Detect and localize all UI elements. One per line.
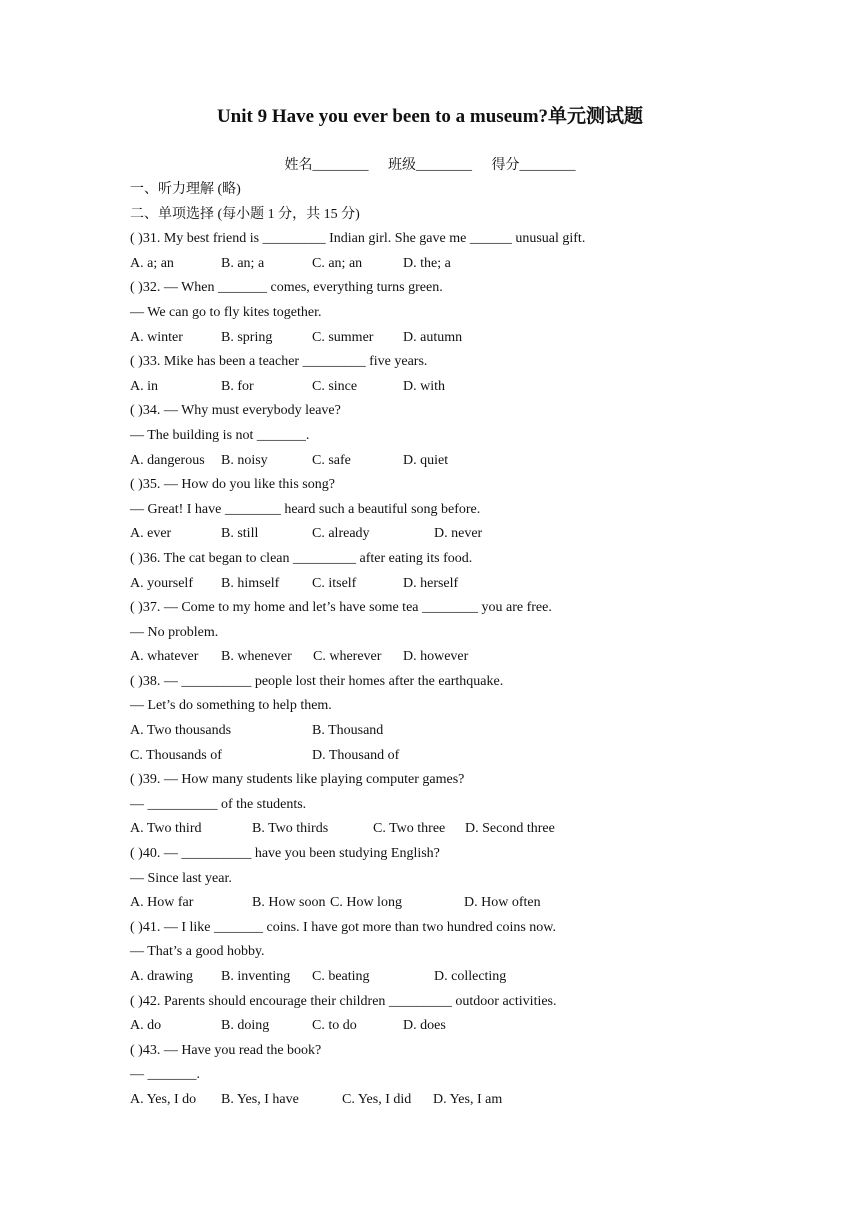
option-b: B. spring xyxy=(221,329,273,345)
option-c: C. already xyxy=(312,526,370,542)
line-text: — _______. xyxy=(130,1067,200,1083)
option-b: B. Two thirds xyxy=(252,821,329,837)
page-title: Unit 9 Have you ever been to a museum?单元测试题 xyxy=(216,106,644,127)
option-c: C. Two three xyxy=(373,821,446,837)
option-b: B. still xyxy=(221,526,259,542)
text-line xyxy=(130,301,830,326)
option-a: A. whatever xyxy=(130,649,199,665)
option-d: D. with xyxy=(403,378,445,394)
option-d: D. the; a xyxy=(403,255,451,271)
option-b: B. inventing xyxy=(221,969,291,984)
text-line xyxy=(130,694,830,719)
text-line xyxy=(130,867,830,892)
text-line xyxy=(130,424,830,449)
option-c: C. beating xyxy=(312,969,370,984)
option-a: A. do xyxy=(130,1018,162,1034)
text-line xyxy=(130,473,830,498)
options-row xyxy=(130,252,830,277)
text-line xyxy=(130,916,830,941)
options-row xyxy=(130,375,830,400)
option-c: C. since xyxy=(312,378,358,394)
score-field: 得分________ xyxy=(491,158,576,173)
line-text: 二、单项选择 (每小题 1 分，共 15 分) xyxy=(130,206,360,222)
text-line xyxy=(130,350,830,375)
option-b: B. doing xyxy=(221,1018,270,1034)
options-row xyxy=(130,817,830,842)
option-a: A. a; an xyxy=(130,255,174,271)
options-row xyxy=(130,572,830,597)
option-d: D. autumn xyxy=(403,329,463,345)
option-d: D. collecting xyxy=(434,969,507,984)
text-line xyxy=(130,842,830,867)
options-row xyxy=(130,1088,830,1113)
options-row xyxy=(130,326,830,351)
line-text: — No problem. xyxy=(130,624,219,640)
line-text: ( )40. — __________ have you been studying English? xyxy=(130,846,440,862)
line-text: ( )33. Mike has been a teacher _________ five years. xyxy=(130,354,428,370)
option-c: C. an; an xyxy=(312,255,363,271)
text-line xyxy=(130,1039,830,1064)
option-a: A. Yes, I do xyxy=(130,1091,197,1107)
option-b: B. himself xyxy=(221,575,280,591)
options-row xyxy=(130,891,830,916)
line-text: ( )39. — How many students like playing computer games? xyxy=(130,772,465,788)
text-line xyxy=(130,621,830,646)
option-b: B. noisy xyxy=(221,452,268,468)
line-text: ( )34. — Why must everybody leave? xyxy=(130,403,341,419)
option-d: D. herself xyxy=(403,575,459,591)
line-text: — The building is not _______. xyxy=(130,427,310,443)
line-text: ( )31. My best friend is _________ Indian girl. She gave me ______ unusual gift. xyxy=(130,231,586,247)
student-info xyxy=(0,155,860,177)
line-text: ( )36. The cat began to clean _________ after eating its food. xyxy=(130,550,473,566)
line-text: ( )42. Parents should encourage their children _________ outdoor activities. xyxy=(130,993,557,1009)
option-a: A. drawing xyxy=(130,969,193,984)
text-line xyxy=(130,227,830,252)
option-a: A. Two third xyxy=(130,821,202,837)
option-c: C. to do xyxy=(312,1018,357,1034)
text-line xyxy=(130,1063,830,1088)
line-text: ( )41. — I like _______ coins. I have got more than two hundred coins now. xyxy=(130,919,557,935)
option-d: D. quiet xyxy=(403,452,449,468)
option-c: C. Yes, I did xyxy=(342,1091,412,1107)
text-line xyxy=(130,596,830,621)
line-text: ( )37. — Come to my home and let’s have some tea ________ you are free. xyxy=(130,600,552,616)
option-b: B. whenever xyxy=(221,649,292,665)
line-text: ( )43. — Have you read the book? xyxy=(130,1042,322,1058)
option-b: B. an; a xyxy=(221,255,265,271)
line-text: — That’s a good hobby. xyxy=(130,944,265,960)
option-c: C. wherever xyxy=(313,649,382,665)
line-text: — __________ of the students. xyxy=(130,796,307,812)
text-line xyxy=(130,547,830,572)
text-line xyxy=(130,178,830,203)
line-text: — Let’s do something to help them. xyxy=(130,698,332,714)
line-text: ( )38. — __________ people lost their homes after the earthquake. xyxy=(130,673,504,689)
line-text: — We can go to fly kites together. xyxy=(130,304,322,320)
class-field: 班级________ xyxy=(388,158,472,173)
name-field: 姓名________ xyxy=(284,158,369,173)
text-line xyxy=(130,793,830,818)
option-a: A. ever xyxy=(130,526,172,542)
option-a: A. How far xyxy=(130,895,194,911)
options-row xyxy=(130,965,830,990)
options-row xyxy=(130,645,830,670)
option-a: A. winter xyxy=(130,329,183,345)
option-b: B. Thousand xyxy=(312,723,384,739)
options-row xyxy=(130,1014,830,1039)
option-d: D. Second three xyxy=(465,821,555,837)
line-text: ( )35. — How do you like this song? xyxy=(130,477,335,493)
options-row xyxy=(130,744,830,769)
line-text: — Since last year. xyxy=(130,870,232,886)
option-b: D. Thousand of xyxy=(312,747,400,763)
text-line xyxy=(130,276,830,301)
option-d: D. never xyxy=(434,526,483,542)
option-c: C. itself xyxy=(312,575,357,591)
option-d: D. does xyxy=(403,1018,446,1034)
text-line xyxy=(130,203,830,228)
text-line xyxy=(130,990,830,1015)
option-c: C. summer xyxy=(312,329,374,345)
options-row xyxy=(130,522,830,547)
option-c: C. safe xyxy=(312,452,351,468)
text-line xyxy=(130,768,830,793)
option-a: A. dangerous xyxy=(130,452,205,468)
text-line xyxy=(130,670,830,695)
text-line xyxy=(130,940,830,965)
option-c: C. How long xyxy=(330,895,402,911)
line-text: ( )32. — When _______ comes, everything turns green. xyxy=(130,280,443,296)
options-row xyxy=(130,719,830,744)
option-b: B. for xyxy=(221,378,254,394)
option-a: A. yourself xyxy=(130,575,193,591)
options-row xyxy=(130,449,830,474)
line-text: — Great! I have ________ heard such a beautiful song before. xyxy=(130,501,481,517)
option-a: A. Two thousands xyxy=(130,723,232,739)
text-line xyxy=(130,498,830,523)
option-a: C. Thousands of xyxy=(130,747,222,763)
question-list xyxy=(130,178,830,1113)
option-d: D. How often xyxy=(464,895,541,911)
option-b: B. Yes, I have xyxy=(221,1091,299,1107)
option-d: D. however xyxy=(403,649,469,665)
option-b: B. How soon xyxy=(252,895,326,911)
line-text: 一、听力理解 (略) xyxy=(130,182,241,197)
option-a: A. in xyxy=(130,378,158,394)
text-line xyxy=(130,399,830,424)
option-d: D. Yes, I am xyxy=(433,1091,503,1107)
